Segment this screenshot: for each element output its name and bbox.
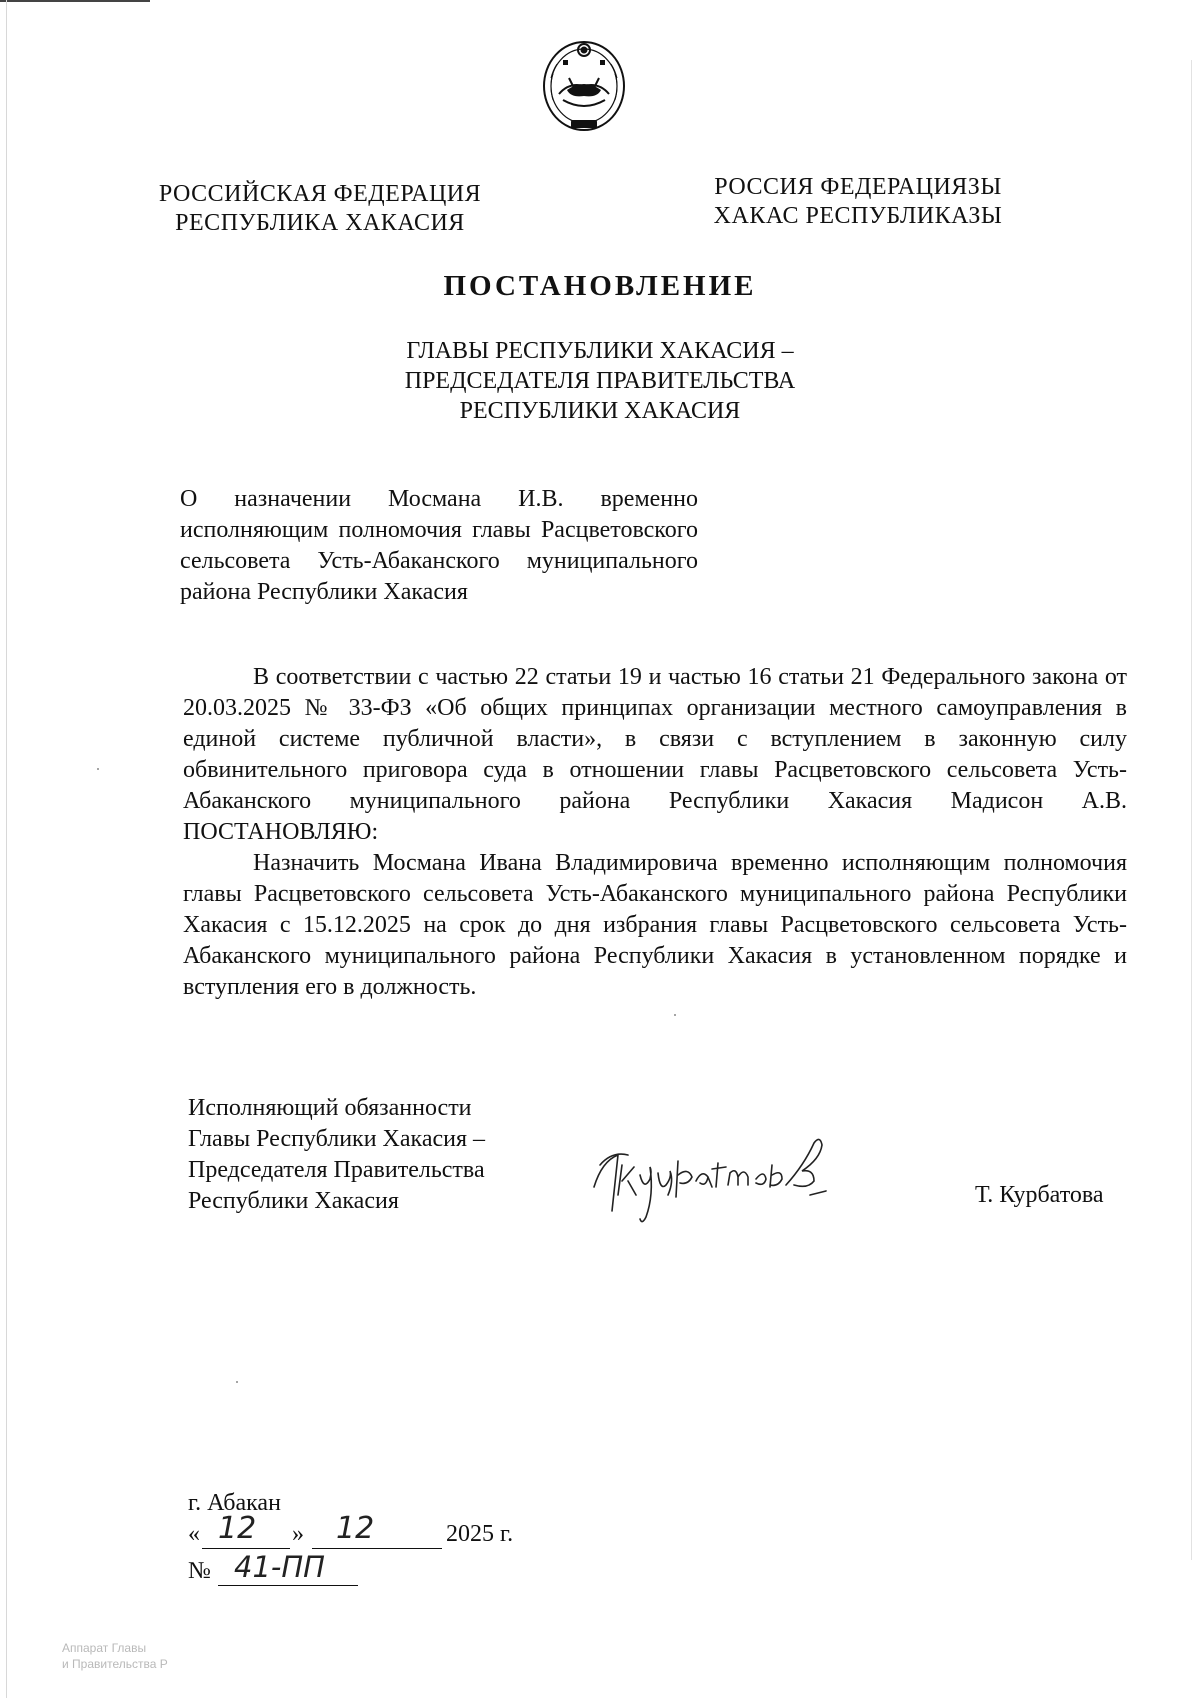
signatory-position: [188, 1093, 548, 1217]
body-paragraph-decision: Назначить Мосмана Ивана Владимировича временно исполняющим полномочия главы Расцветовского сельсовета Усть-Абаканского муниципального района Республики Хакасия с 15.12.2025 на срок до дня избрания главы Расцветовского сельсовета Усть-Абаканского муниципального района Республики Хакасия в установленном порядке и вступления его в должность.: [183, 850, 1127, 1000]
date-day-handwritten: 12: [218, 1511, 257, 1546]
document-subject: О назначении Мосмана И.В. временно исполняющим полномочия главы Расцветовского сельсовета Усть-Абаканского муниципального района Республики Хакасия: [180, 486, 698, 605]
place-of-signing: г. Абакан: [188, 1490, 281, 1516]
document-title: ПОСТАНОВЛЕНИЕ: [443, 270, 757, 302]
stamp-line: Аппарат Главы: [62, 1641, 147, 1655]
header-line: РОССИЙСКАЯ ФЕДЕРАЦИЯ: [158, 181, 482, 207]
page-edge-line: [1191, 60, 1192, 1560]
signatory-position-line: Председателя Правительства: [188, 1157, 485, 1183]
coat-of-arms-emblem: [539, 34, 629, 139]
issuing-authority: [330, 336, 870, 426]
header-line: РЕСПУБЛИКА ХАКАСИЯ: [175, 210, 465, 236]
scan-speck: [236, 1381, 238, 1383]
faded-office-stamp: [62, 1640, 212, 1672]
header-russian-federation: [150, 180, 490, 238]
handwritten-signature: [588, 1125, 863, 1235]
signatory-name: Т. Курбатова: [975, 1182, 1104, 1208]
header-khakas-language: [688, 173, 1028, 231]
stamp-line: и Правительства Р: [62, 1657, 168, 1671]
scan-speck: [674, 1014, 676, 1016]
page-edge-mark: [0, 0, 150, 2]
date-year: 2025 г.: [446, 1521, 514, 1547]
signatory-position-line: Исполняющий обязанности: [188, 1095, 472, 1121]
registration-number: [188, 1552, 378, 1588]
header-line: ХАКАС РЕСПУБЛИКАЗЫ: [713, 203, 1003, 229]
number-label: №: [188, 1558, 211, 1584]
issuer-line: РЕСПУБЛИКИ ХАКАСИЯ: [459, 398, 741, 424]
number-underline: [218, 1585, 358, 1586]
date-month-handwritten: 12: [336, 1511, 375, 1546]
date-month-underline: [312, 1548, 442, 1549]
document-date: [188, 1511, 538, 1553]
signatory-position-line: Республики Хакасия: [188, 1188, 399, 1214]
date-close-quote: »: [292, 1521, 304, 1547]
number-handwritten: 41-ПП: [234, 1550, 325, 1584]
scan-speck: [97, 768, 99, 770]
date-open-quote: «: [188, 1521, 200, 1547]
header-line: РОССИЯ ФЕДЕРАЦИЯЗЫ: [714, 174, 1002, 200]
signatory-position-line: Главы Республики Хакасия –: [188, 1126, 486, 1152]
issuer-line: ПРЕДСЕДАТЕЛЯ ПРАВИТЕЛЬСТВА: [404, 368, 796, 394]
body-paragraph-basis: В соответствии с частью 22 статьи 19 и частью 16 статьи 21 Федерального закона от 20.03.2025 № 33-ФЗ «Об общих принципах организации местного самоуправления в единой системе публичной власти», в связи с вступлением в законную силу обвинительного приговора суда в отношении главы Расцветовского сельсовета Усть-Абаканского муниципального района Республики Хакасия Мадисон А.В. ПОСТАНОВЛЯЮ:: [183, 664, 1127, 845]
date-day-underline: [202, 1548, 290, 1549]
document-body: [183, 662, 1127, 1003]
page-edge-line: [6, 0, 7, 1698]
issuer-line: ГЛАВЫ РЕСПУБЛИКИ ХАКАСИЯ –: [406, 338, 794, 364]
